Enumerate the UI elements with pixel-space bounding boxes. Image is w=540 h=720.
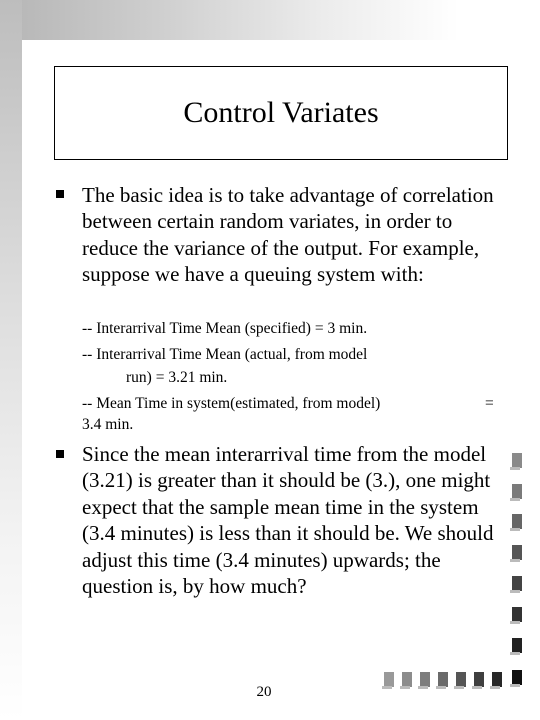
- decorative-square: [384, 672, 394, 687]
- decorative-square: [512, 670, 522, 685]
- bullet-square-icon: [56, 450, 64, 458]
- bullet-text-2: Since the mean interarrival time from the model (3.21) is greater than it should be (3.), one might expect that the sample mean time in the system (3.4 minutes) is less than it should be. We should adjust this time (3.4 minutes) upwards; the question is, by how much?: [82, 442, 494, 599]
- title-box: [54, 66, 508, 160]
- decorative-square: [492, 672, 502, 687]
- bullet-text-1: The basic idea is to take advantage of correlation between certain random variates, in order to reduce the variance of the output. For example, suppose we have a queuing system with:: [82, 183, 494, 287]
- decorative-square: [456, 672, 466, 687]
- sub-item-actual-mean-line1: -- Interarrival Time Mean (actual, from model: [82, 346, 368, 363]
- decorative-square: [512, 514, 522, 529]
- sub-item-specified-mean: -- Interarrival Time Mean (specified) = 3 min.: [82, 320, 368, 337]
- decorative-top-band: [0, 0, 540, 40]
- decorative-square: [512, 484, 522, 499]
- sub-item-equals-sign: =: [485, 395, 494, 412]
- decorative-square: [438, 672, 448, 687]
- sub-item-actual-mean-line2: run) = 3.21 min.: [126, 369, 228, 386]
- page-number: 20: [256, 684, 272, 700]
- decorative-square: [512, 545, 522, 560]
- decorative-square: [512, 607, 522, 622]
- decorative-square: [474, 672, 484, 687]
- decorative-left-band: [0, 0, 22, 720]
- slide-title: Control Variates: [183, 96, 379, 129]
- sub-item-system-time-line1: -- Mean Time in system(estimated, from model): [82, 395, 381, 412]
- sub-item-system-time-line2: 3.4 min.: [82, 416, 134, 433]
- decorative-square: [420, 672, 430, 687]
- decorative-square: [512, 576, 522, 591]
- decorative-square: [512, 638, 522, 653]
- decorative-square: [402, 672, 412, 687]
- bullet-square-icon: [56, 190, 64, 198]
- decorative-square: [512, 453, 522, 468]
